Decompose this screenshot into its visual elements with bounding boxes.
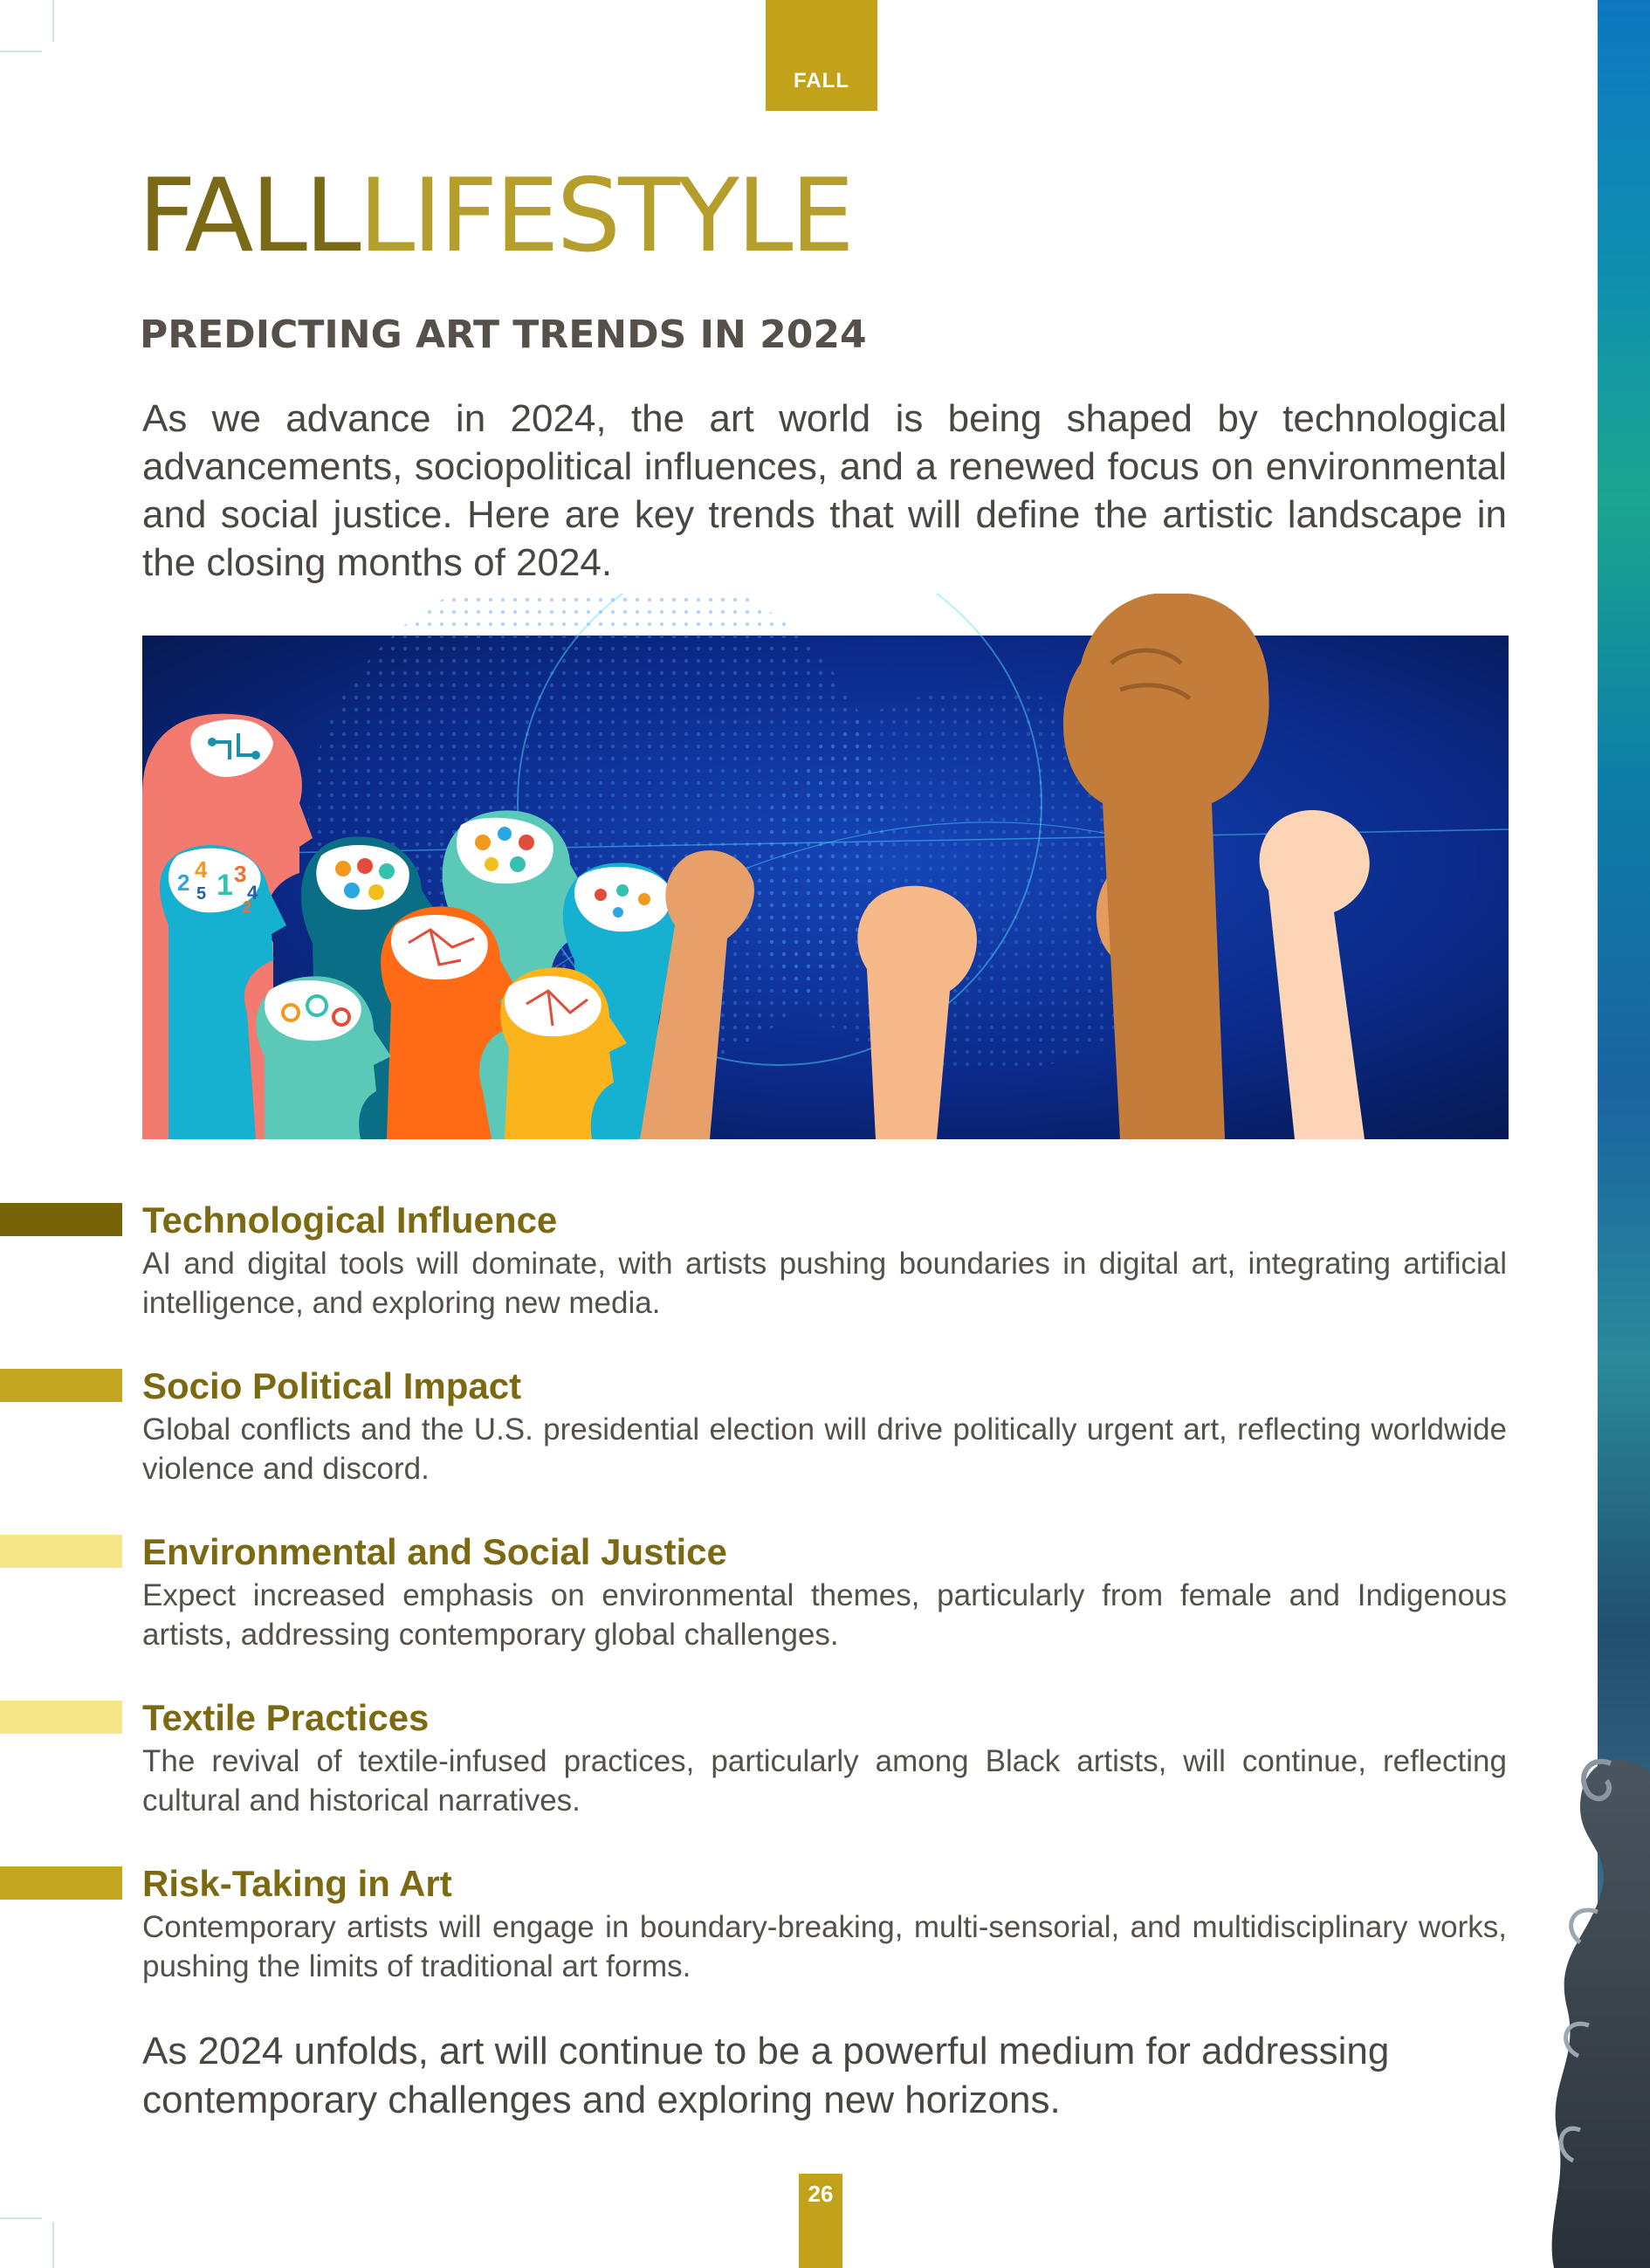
crop-mark <box>0 51 42 52</box>
accent-bar <box>0 1203 122 1236</box>
closing-paragraph: As 2024 unfolds, art will continue to be a powerful medium for addressing contemporary challenges and exploring new horizons. <box>142 2030 1390 2121</box>
side-creature-artwork <box>1519 1737 1650 2268</box>
trend-title: Socio Political Impact <box>142 1365 522 1406</box>
trend-title: Textile Practices <box>142 1697 430 1738</box>
crop-mark <box>52 0 54 42</box>
title-part-lifestyle: LIFESTYLE <box>358 157 852 275</box>
trend-title: Technological Influence <box>142 1199 558 1241</box>
trend-body: Contemporary artists will engage in boundary-breaking, multi-sensorial, and multidisciplinary works, pushing the limits of traditional art forms. <box>142 1910 1507 1983</box>
crop-mark <box>52 2222 54 2268</box>
brain-digit: 1 <box>217 869 233 902</box>
page-title <box>138 157 852 275</box>
brain-digit: 4 <box>195 856 208 883</box>
page-subtitle: PREDICTING ART TRENDS IN 2024 <box>140 313 867 357</box>
section-tab-label: FALL <box>794 69 849 93</box>
accent-bar <box>0 1369 122 1402</box>
trend-body: The revival of textile-infused practices, particularly among Black artists, will continue, reflecting cultural and historical narratives. <box>142 1744 1507 1818</box>
brain-digit: 2 <box>177 869 190 896</box>
trend-body: Expect increased emphasis on environmental themes, particularly from female and Indigenous artists, addressing contemporary global challenges. <box>142 1578 1507 1652</box>
hero-illustration <box>142 594 1509 1139</box>
section-tab <box>766 0 877 111</box>
page-number <box>799 2174 842 2268</box>
intro-paragraph: As we advance in 2024, the art world is being shaped by technological advancements, sociopolitical influences, and a renewed focus on environmental and social justice. Here are key trends that will define the artistic landscape in the closing months of 2024. <box>142 397 1507 584</box>
brain-digit: 2 <box>243 898 252 916</box>
accent-bar <box>0 1866 122 1900</box>
trend-title: Risk-Taking in Art <box>142 1863 452 1904</box>
trend-title: Environmental and Social Justice <box>142 1531 727 1572</box>
brain-digit: 3 <box>234 861 247 887</box>
title-part-fall: FALL <box>138 157 359 275</box>
accent-bar <box>0 1701 122 1734</box>
crop-mark <box>0 2217 42 2219</box>
trend-body: Global conflicts and the U.S. presidential election will drive politically urgent art, reflecting worldwide violence and discord. <box>142 1412 1507 1486</box>
accent-bar <box>0 1535 122 1568</box>
page-number-label: 26 <box>808 2181 834 2207</box>
brain-digit: 5 <box>196 884 207 904</box>
brain-digit: 4 <box>247 882 258 904</box>
trend-body: AI and digital tools will dominate, with artists pushing boundaries in digital art, integrating artificial intelligence, and exploring new media. <box>142 1247 1507 1320</box>
